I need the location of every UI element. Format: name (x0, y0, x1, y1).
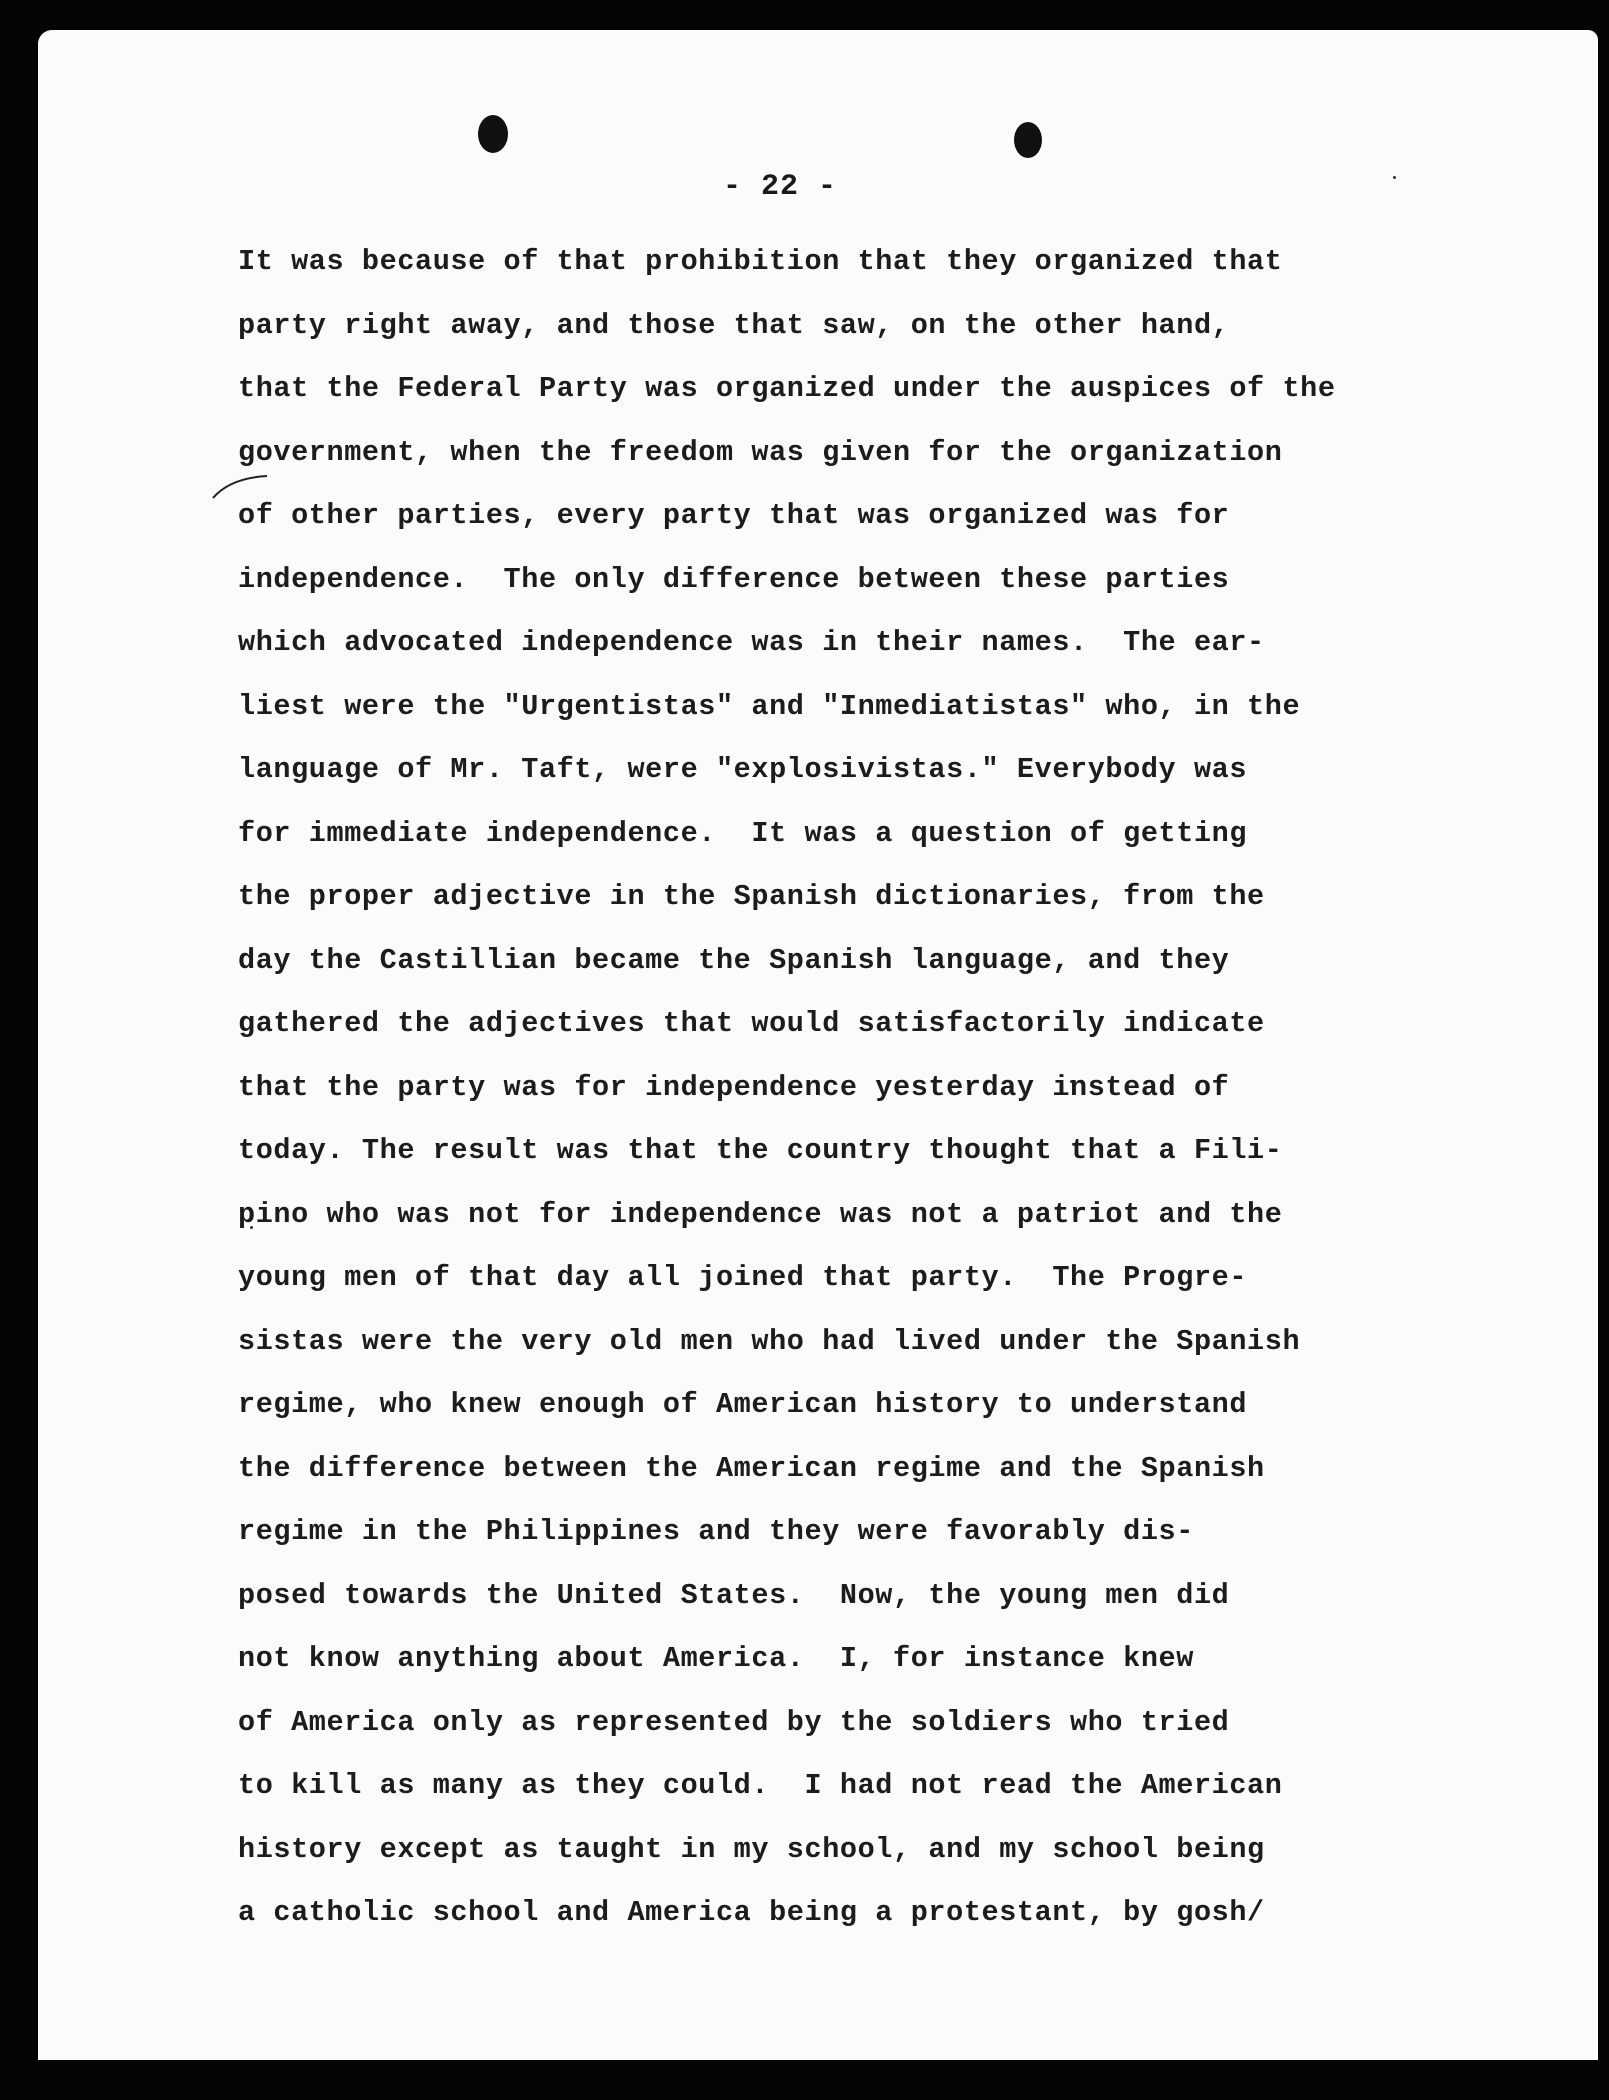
text-line: not know anything about America. I, for instance knew (238, 1642, 1194, 1675)
text-line: a catholic school and America being a protestant, by gosh/ (238, 1896, 1265, 1929)
text-line: sistas were the very old men who had lived under the Spanish (238, 1324, 1301, 1358)
text-line: gathered the adjectives that would satisfactorily indicate (238, 1007, 1265, 1040)
text-line: It was because of that prohibition that they organized that (238, 245, 1283, 278)
text-line: to kill as many as they could. I had not read the American (238, 1769, 1283, 1802)
text-line: day the Castillian became the Spanish language, and they (238, 943, 1230, 977)
text-line: young men of that day all joined that party. The Progre- (238, 1261, 1248, 1294)
typed-body-text (238, 230, 1518, 1945)
text-line: that the party was for independence yesterday instead of (238, 1070, 1230, 1104)
text-line: that the Federal Party was organized under the auspices of the (238, 372, 1336, 405)
text-line: regime in the Philippines and they were favorably dis- (238, 1515, 1194, 1548)
text-line: pino who was not for independence was not a patriot and the (238, 1197, 1283, 1231)
text-line: language of Mr. Taft, were "explosivistas." Everybody was (238, 753, 1248, 786)
text-line: history except as taught in my school, and my school being (238, 1832, 1265, 1866)
text-line: regime, who knew enough of American history to understand (238, 1388, 1248, 1421)
page-number: - 22 - (722, 170, 838, 204)
text-line: liest were the "Urgentistas" and "Inmediatistas" who, in the (238, 689, 1301, 723)
speck (1393, 176, 1396, 179)
text-line: today. The result was that the country thought that a Fili- (238, 1134, 1283, 1167)
text-line: the proper adjective in the Spanish dictionaries, from the (238, 880, 1265, 913)
text-line: for immediate independence. It was a question of getting (238, 816, 1248, 850)
text-line: independence. The only difference between these parties (238, 562, 1230, 596)
text-line: which advocated independence was in their names. The ear- (238, 626, 1265, 659)
punch-hole-right (1014, 122, 1042, 158)
text-line: the difference between the American regime and the Spanish (238, 1451, 1265, 1485)
text-line: of other parties, every party that was organized was for (238, 499, 1230, 532)
text-line: party right away, and those that saw, on the other hand, (238, 308, 1230, 342)
punch-hole-left (478, 115, 508, 153)
text-line: posed towards the United States. Now, the young men did (238, 1578, 1230, 1612)
text-line: government, when the freedom was given for the organization (238, 435, 1283, 469)
text-line: of America only as represented by the soldiers who tried (238, 1705, 1230, 1739)
